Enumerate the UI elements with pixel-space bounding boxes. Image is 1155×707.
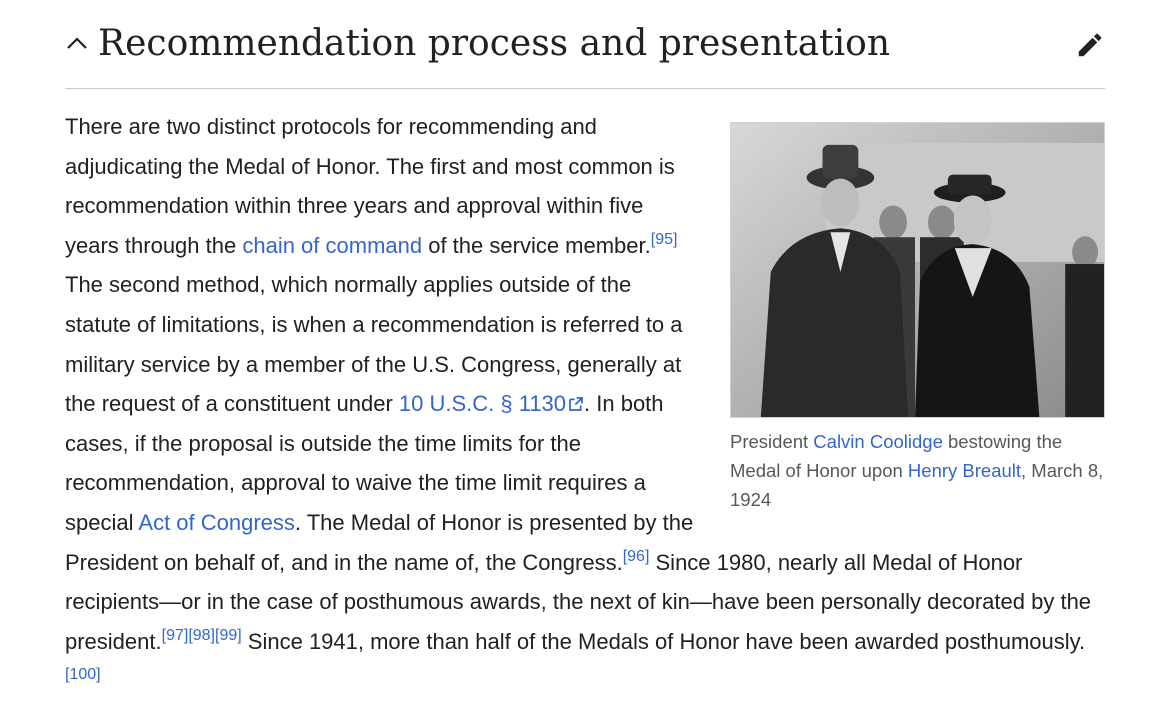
citation-99[interactable]: [99] (215, 626, 242, 644)
paragraph-text: . The Medal of Honor is presented by the President on behalf of, and in the name of, the Congress. (65, 509, 694, 575)
henry-breault-link[interactable]: Henry Breault (907, 460, 1022, 481)
usc-1130-link[interactable] (399, 391, 584, 416)
citation-95[interactable]: [95] (650, 230, 678, 248)
paragraph-text: Since 1941, more than half of the Medals of Honor have been awarded posthumously. (241, 628, 1086, 654)
paragraph-text: Since 1980, nearly all Medal of Honor recipients—or in the case of posthumous awards, the next of kin—have been personally decorated by the president. (65, 549, 1092, 654)
act-of-congress-link[interactable]: Act of Congress (138, 509, 295, 535)
paragraph-text: of the service member. (422, 232, 651, 258)
citation-100[interactable]: [100] (65, 666, 101, 684)
paragraph-text: . In both cases, if the proposal is outside the time limits for the recommendation, approval to waive the time limit requires a special (65, 391, 664, 535)
section-title[interactable]: Recommendation process and presentation (98, 23, 891, 64)
caption-text: , March 8, 1924 (730, 460, 1104, 510)
caption-text: President (730, 431, 814, 452)
paragraph-text: There are two distinct protocols for recommending and adjudicating the Medal of Honor. The first and most common is recommendation within three years and approval within five years through the (65, 114, 675, 258)
chevron-up-icon[interactable] (65, 31, 89, 55)
calvin-coolidge-link[interactable]: Calvin Coolidge (813, 431, 943, 452)
caption-text: bestowing the Medal of Honor upon (730, 431, 1063, 481)
photo-coolidge-breault[interactable] (730, 122, 1105, 418)
citation-98[interactable]: [98] (188, 626, 215, 644)
external-link-icon (568, 396, 584, 412)
section-header (65, 0, 1105, 89)
section-content (65, 107, 1105, 701)
chain-of-command-link[interactable]: chain of command (242, 232, 423, 258)
citation-96[interactable]: [96] (622, 547, 650, 565)
pencil-icon[interactable] (1075, 30, 1105, 60)
citation-97[interactable]: [97] (161, 626, 189, 644)
usc-1130-label: 10 U.S.C. § 1130 (398, 391, 567, 417)
figure (730, 122, 1105, 514)
paragraph-text: The second method, which normally applies outside of the statute of limitations, is when a recommendation is referred to a military service by a member of the U.S. Congress, generally at the request of a constituent under (65, 272, 683, 417)
figure-caption (730, 427, 1105, 514)
